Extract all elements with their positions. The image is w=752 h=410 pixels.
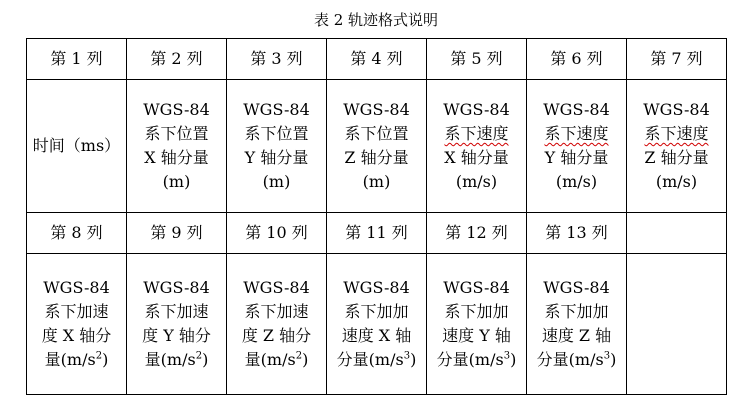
table-cell xyxy=(527,254,627,395)
cell-text: 系下加速 xyxy=(144,302,209,321)
header-row-1 xyxy=(27,39,727,80)
table-cell xyxy=(227,80,327,213)
unit-close: ) xyxy=(410,350,417,369)
table-cell xyxy=(627,80,727,213)
cell-text: 系下加加 xyxy=(544,302,609,321)
unit-exponent: 3 xyxy=(603,350,611,362)
column-header: 第 7 列 xyxy=(627,39,727,80)
table-cell xyxy=(427,80,527,213)
cell-text: WGS-84 xyxy=(243,278,310,297)
unit-close: ) xyxy=(510,350,517,369)
column-header: 第 12 列 xyxy=(427,213,527,254)
cell-text: (m) xyxy=(362,172,391,191)
cell-text: WGS-84 xyxy=(643,100,710,119)
table-cell xyxy=(527,80,627,213)
unit-exponent: 3 xyxy=(503,350,511,362)
cell-text: 系下位置 xyxy=(144,124,209,143)
table-cell xyxy=(327,254,427,395)
column-header: 第 8 列 xyxy=(27,213,127,254)
cell-text: 系下速度 xyxy=(644,124,709,143)
table-cell xyxy=(227,254,327,395)
cell-text: Z 轴分量 xyxy=(344,148,409,167)
trajectory-format-table xyxy=(26,38,727,395)
cell-text: 系下加速 xyxy=(44,302,109,321)
unit-exponent: 2 xyxy=(195,350,203,362)
unit-text: 量(m/s xyxy=(144,350,196,369)
cell-text: 时间（ms） xyxy=(32,136,121,155)
unit-text: 量(m/s xyxy=(44,350,96,369)
table-cell xyxy=(127,254,227,395)
cell-text: WGS-84 xyxy=(543,278,610,297)
cell-text: WGS-84 xyxy=(243,100,310,119)
column-header: 第 1 列 xyxy=(27,39,127,80)
cell-text: WGS-84 xyxy=(343,278,410,297)
unit-close: ) xyxy=(102,350,109,369)
cell-text: (m) xyxy=(162,172,191,191)
cell-text: 系下加加 xyxy=(344,302,409,321)
unit-close: ) xyxy=(302,350,309,369)
cell-text: WGS-84 xyxy=(343,100,410,119)
cell-text: (m) xyxy=(262,172,291,191)
description-row-1 xyxy=(27,80,727,213)
cell-text: 系下位置 xyxy=(344,124,409,143)
cell-text: WGS-84 xyxy=(143,100,210,119)
unit-close: ) xyxy=(610,350,617,369)
cell-text xyxy=(429,348,524,372)
table-caption: 表 2 轨迹格式说明 xyxy=(313,11,439,29)
cell-text: X 轴分量 xyxy=(444,148,509,167)
cell-text: 速度 X 轴 xyxy=(341,326,412,345)
cell-text xyxy=(129,348,224,372)
unit-exponent: 2 xyxy=(95,350,103,362)
column-header: 第 5 列 xyxy=(427,39,527,80)
cell-text: 速度 Y 轴 xyxy=(442,326,511,345)
unit-text: 分量(m/s xyxy=(336,350,404,369)
column-header: 第 2 列 xyxy=(127,39,227,80)
cell-text: 系下加加 xyxy=(444,302,509,321)
cell-text: WGS-84 xyxy=(443,100,510,119)
unit-text: 分量(m/s xyxy=(536,350,604,369)
column-header: 第 9 列 xyxy=(127,213,227,254)
cell-text: WGS-84 xyxy=(43,278,110,297)
cell-text xyxy=(229,348,324,372)
unit-exponent: 2 xyxy=(295,350,303,362)
empty-header-cell xyxy=(627,213,727,254)
cell-text: 度 Z 轴分 xyxy=(241,326,312,345)
description-row-2 xyxy=(27,254,727,395)
cell-text: 系下速度 xyxy=(444,124,509,143)
column-header: 第 13 列 xyxy=(527,213,627,254)
column-header: 第 11 列 xyxy=(327,213,427,254)
cell-text: Z 轴分量 xyxy=(644,148,709,167)
cell-text: Y 轴分量 xyxy=(244,148,309,167)
table-cell xyxy=(127,80,227,213)
unit-text: 分量(m/s xyxy=(436,350,504,369)
cell-text xyxy=(529,348,624,372)
cell-text: WGS-84 xyxy=(543,100,610,119)
unit-close: ) xyxy=(202,350,209,369)
cell-text: Y 轴分量 xyxy=(544,148,609,167)
column-header: 第 10 列 xyxy=(227,213,327,254)
column-header: 第 3 列 xyxy=(227,39,327,80)
cell-text: (m/s) xyxy=(455,172,498,191)
cell-text: (m/s) xyxy=(555,172,598,191)
cell-text: WGS-84 xyxy=(143,278,210,297)
column-header: 第 6 列 xyxy=(527,39,627,80)
cell-text: WGS-84 xyxy=(443,278,510,297)
cell-text: 度 Y 轴分 xyxy=(142,326,211,345)
table-cell xyxy=(27,80,127,213)
cell-text: 速度 Z 轴 xyxy=(541,326,612,345)
cell-text: 系下加速 xyxy=(244,302,309,321)
header-row-2 xyxy=(27,213,727,254)
empty-table-cell xyxy=(627,254,727,395)
table-cell xyxy=(327,80,427,213)
table-cell xyxy=(27,254,127,395)
cell-text: X 轴分量 xyxy=(144,148,209,167)
column-header: 第 4 列 xyxy=(327,39,427,80)
cell-text: (m/s) xyxy=(655,172,698,191)
cell-text xyxy=(329,348,424,372)
table-cell xyxy=(427,254,527,395)
cell-text xyxy=(29,348,124,372)
unit-text: 量(m/s xyxy=(244,350,296,369)
cell-text: 系下速度 xyxy=(544,124,609,143)
unit-exponent: 3 xyxy=(403,350,411,362)
cell-text: 系下位置 xyxy=(244,124,309,143)
cell-text: 度 X 轴分 xyxy=(41,326,112,345)
